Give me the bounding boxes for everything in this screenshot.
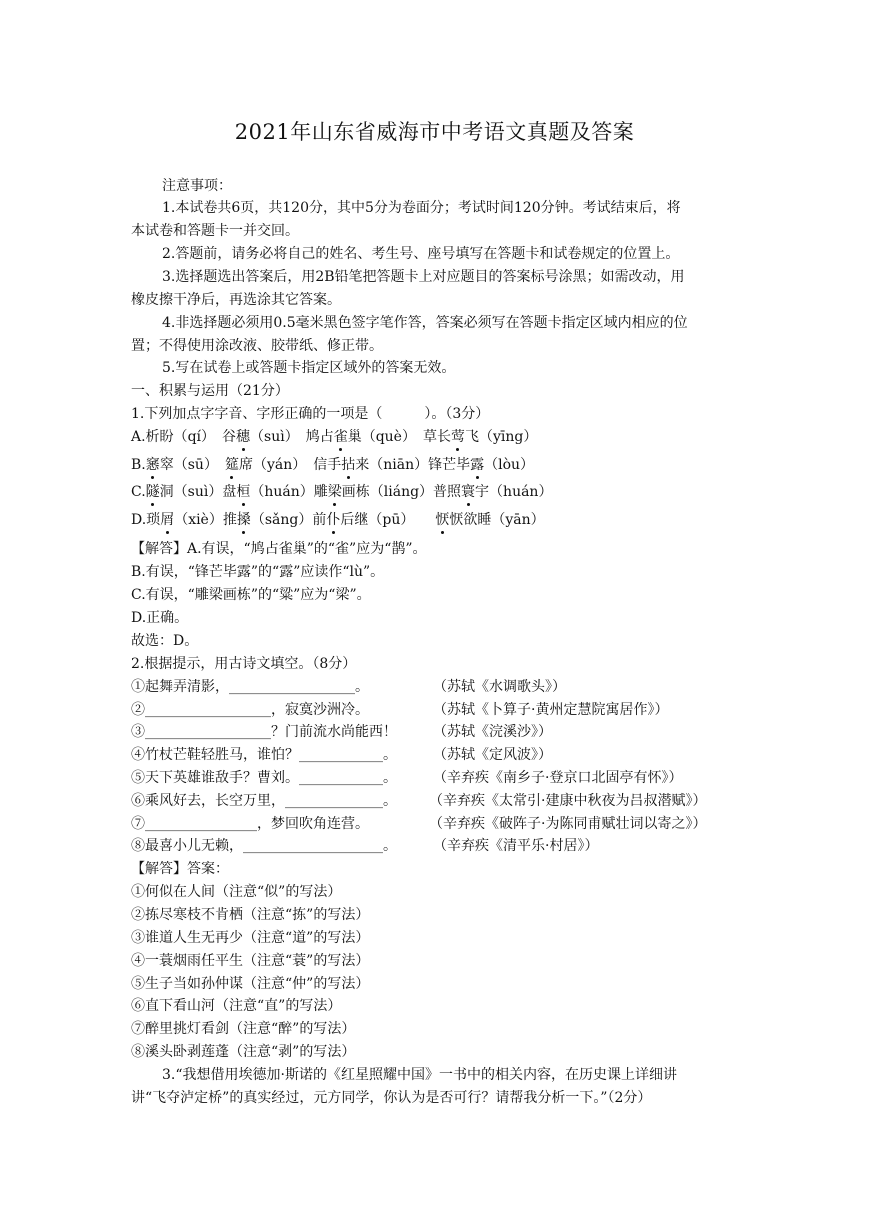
answer-line: 故选：D。 xyxy=(131,633,199,649)
notice-line: 5.写在试卷上或答题卡指定区域外的答案无效。 xyxy=(162,360,456,376)
option-text: suì xyxy=(264,429,285,445)
answer-line: C.有误，“雕梁画栋”的“粱”应为“梁”。 xyxy=(131,587,371,603)
option-text: ）锋芒毕 xyxy=(414,457,471,473)
fill-blank-item: ⑧最喜小儿无赖，____________________。 xyxy=(131,838,397,854)
answer-line: ①何似在人间（注意“似”的写法） xyxy=(131,884,342,900)
option-text: ） xyxy=(203,457,225,473)
notice-line: 1.本试卷共6页，共120分，其中5分为卷面分；考试时间120分钟。考试结束后，将 xyxy=(162,200,681,216)
fill-blank-source: （辛弃疾《太常引·建康中秋夜为吕叔潜赋》） xyxy=(429,793,707,809)
question-2-stem: 2.根据提示，用古诗文填空。（8分） xyxy=(131,656,357,672)
option-text: yán xyxy=(266,457,293,473)
option-text: 画栋（ xyxy=(341,484,384,500)
option-b xyxy=(131,455,534,475)
option-text: 飞（ xyxy=(464,429,493,445)
fill-blank-source: （苏轼《浣溪沙》） xyxy=(433,724,552,740)
option-text: A.析盼（ xyxy=(131,429,188,445)
option-a xyxy=(131,427,537,447)
option-text: suì xyxy=(187,484,209,500)
notice-line: 本试卷和答题卡一并交回。 xyxy=(131,223,299,239)
answer-text: A.有误，“鸠占雀巢”的“雀”应为“鹊”。 xyxy=(187,541,427,557)
option-text: qí xyxy=(187,429,202,445)
option-text: D.琐 xyxy=(131,512,161,528)
fill-blank-source: （苏轼《水调歌头》） xyxy=(433,679,566,695)
option-text: ） 鸠占 xyxy=(284,429,334,445)
option-text: （ xyxy=(484,457,499,473)
fill-blank-source: （辛弃疾《南乡子·登京口北固亭有怀》） xyxy=(433,770,683,786)
emphasis-char: 桓 xyxy=(236,484,251,500)
emphasis-char: 穗 xyxy=(236,429,251,445)
option-text: 来（ xyxy=(355,457,384,473)
option-text: 窣（ xyxy=(159,457,188,473)
option-text: ） xyxy=(530,512,545,528)
question-3-line: 讲“飞夺泸定桥”的真实经过，元方同学，你认为是否可行？请帮我分析一下。”（2分） xyxy=(131,1090,652,1106)
answer-label: 【解答】 xyxy=(131,541,187,557)
option-text: 恹欲睡（ xyxy=(449,512,506,528)
emphasis-char: 隧 xyxy=(145,484,160,500)
option-text: ）推 xyxy=(208,512,237,528)
answer-line: ⑧溪头卧剥莲蓬（注意“剥”的写法） xyxy=(131,1044,356,1060)
option-text: sū xyxy=(187,457,204,473)
option-c xyxy=(131,482,552,502)
option-text: yīng xyxy=(492,429,524,445)
answer-line: D.正确。 xyxy=(131,610,189,626)
fill-blank-source: （苏轼《定风波》） xyxy=(433,747,552,763)
option-text: ） xyxy=(400,512,436,528)
option-text: 洞（ xyxy=(159,484,188,500)
answer-line: ⑥直下看山河（注意“直”的写法） xyxy=(131,998,342,1014)
option-text: ）雕 xyxy=(299,484,328,500)
emphasis-char: 寰 xyxy=(461,484,476,500)
emphasis-char: 露 xyxy=(470,457,485,473)
option-text: ）前 xyxy=(298,512,327,528)
emphasis-char: 梁 xyxy=(327,484,342,500)
fill-blank-item: ①起舞弄清影，__________________。 xyxy=(131,679,369,695)
option-text: ） xyxy=(520,457,535,473)
emphasis-char: 窸 xyxy=(145,457,160,473)
emphasis-char: 仆 xyxy=(326,512,341,528)
option-text: huán xyxy=(264,484,300,500)
emphasis-char: 雀 xyxy=(333,429,348,445)
option-text: ） 信手 xyxy=(292,457,342,473)
option-text: ） 草长 xyxy=(401,429,451,445)
emphasis-char: 筵 xyxy=(224,457,239,473)
option-text: 宇（ xyxy=(475,484,504,500)
option-text: xiè xyxy=(188,512,209,528)
fill-blank-source: （苏轼《卜算子·黄州定慧院寓居作》） xyxy=(433,702,669,718)
option-text: ） 谷 xyxy=(201,429,237,445)
option-text: ）普照 xyxy=(419,484,462,500)
fill-blank-item: ②__________________，寂寞沙洲冷。 xyxy=(131,702,369,718)
fill-blank-item: ⑤天下英雄谁敌手？曹刘。____________。 xyxy=(131,770,397,786)
emphasis-char: 屑 xyxy=(160,512,175,528)
notice-line: 3.选择题选出答案后，用2B铅笔把答题卡上对应题目的答案标号涂黑；如需改动，用 xyxy=(162,269,685,285)
fill-blank-item: ⑥乘风好去，长空万里，______________。 xyxy=(131,793,397,809)
fill-blank-item: ④竹杖芒鞋轻胜马，谁怕？____________。 xyxy=(131,747,397,763)
option-text: （ xyxy=(250,512,265,528)
answer-text: 答案： xyxy=(187,861,229,877)
notice-line: 4.非选择题必须用0.5毫米黑色签字笔作答，答案必须写在答题卡指定区域内相应的位 xyxy=(162,315,688,331)
option-text: 巢（ xyxy=(347,429,376,445)
option-text: （ xyxy=(174,512,189,528)
emphasis-char: 拈 xyxy=(341,457,356,473)
option-text: （ xyxy=(250,429,265,445)
notice-line: 橡皮擦干净后，再选涂其它答案。 xyxy=(131,292,341,308)
notice-line: 2.答题前，请务必将自己的姓名、考生号、座号填写在答题卡和试卷规定的位置上。 xyxy=(162,246,680,262)
option-text: B. xyxy=(131,457,146,473)
notice-heading: 注意事项： xyxy=(162,178,232,194)
option-text: ） xyxy=(523,429,538,445)
page-title: 2021年山东省威海市中考语文真题及答案 xyxy=(234,120,635,144)
answer-line: ⑦醉里挑灯看剑（注意“醉”的写法） xyxy=(131,1021,356,1037)
question-3-line: 3.“我想借用埃德加·斯诺的《红星照耀中国》一书中的相关内容，在历史课上详细讲 xyxy=(162,1067,677,1083)
fill-blank-source: （辛弃疾《破阵子·为陈同甫赋壮词以寄之》） xyxy=(429,816,707,832)
answer-line: ⑤生子当如孙仲谋（注意“仲”的写法） xyxy=(131,976,370,992)
option-text: C. xyxy=(131,484,146,500)
emphasis-char: 恹 xyxy=(435,512,450,528)
option-text: ）盘 xyxy=(208,484,237,500)
option-text: lòu xyxy=(498,457,521,473)
emphasis-char: 搡 xyxy=(236,512,251,528)
option-d xyxy=(131,510,545,530)
notice-line: 置；不得使用涂改液、胶带纸、修正带。 xyxy=(131,338,383,354)
answer-label: 【解答】 xyxy=(131,861,187,877)
answer-2-first-line xyxy=(131,859,229,879)
option-text: 后继（ xyxy=(340,512,383,528)
option-text: sǎng xyxy=(264,512,299,528)
option-text: （ xyxy=(250,484,265,500)
question-1-stem: 1.下列加点字字音、字形正确的一项是（ ）。（3分） xyxy=(131,406,490,422)
answer-1-first-line xyxy=(131,539,427,559)
option-text: 席（ xyxy=(238,457,267,473)
option-text: què xyxy=(375,429,402,445)
option-text: niān xyxy=(383,457,415,473)
fill-blank-item: ⑦________________，梦回吹角连营。 xyxy=(131,816,369,832)
answer-line: ③谁道人生无再少（注意“道”的写法） xyxy=(131,930,370,946)
answer-line: ②拣尽寒枝不肯栖（注意“拣”的写法） xyxy=(131,907,370,923)
fill-blank-source: （辛弃疾《清平乐·村居》） xyxy=(433,838,599,854)
emphasis-char: 莺 xyxy=(450,429,465,445)
option-text: pū xyxy=(382,512,401,528)
section-heading: 一、积累与运用（21分） xyxy=(131,383,289,399)
option-text: liáng xyxy=(383,484,420,500)
option-text: yān xyxy=(505,512,531,528)
answer-line: B.有误，“锋芒毕露”的“露”应读作“lù”。 xyxy=(131,564,385,580)
option-text: huán xyxy=(503,484,539,500)
option-text: ） xyxy=(538,484,553,500)
answer-line: ④一蓑烟雨任平生（注意“蓑”的写法） xyxy=(131,953,370,969)
fill-blank-item: ③__________________？门前流水尚能西！ xyxy=(131,724,397,740)
